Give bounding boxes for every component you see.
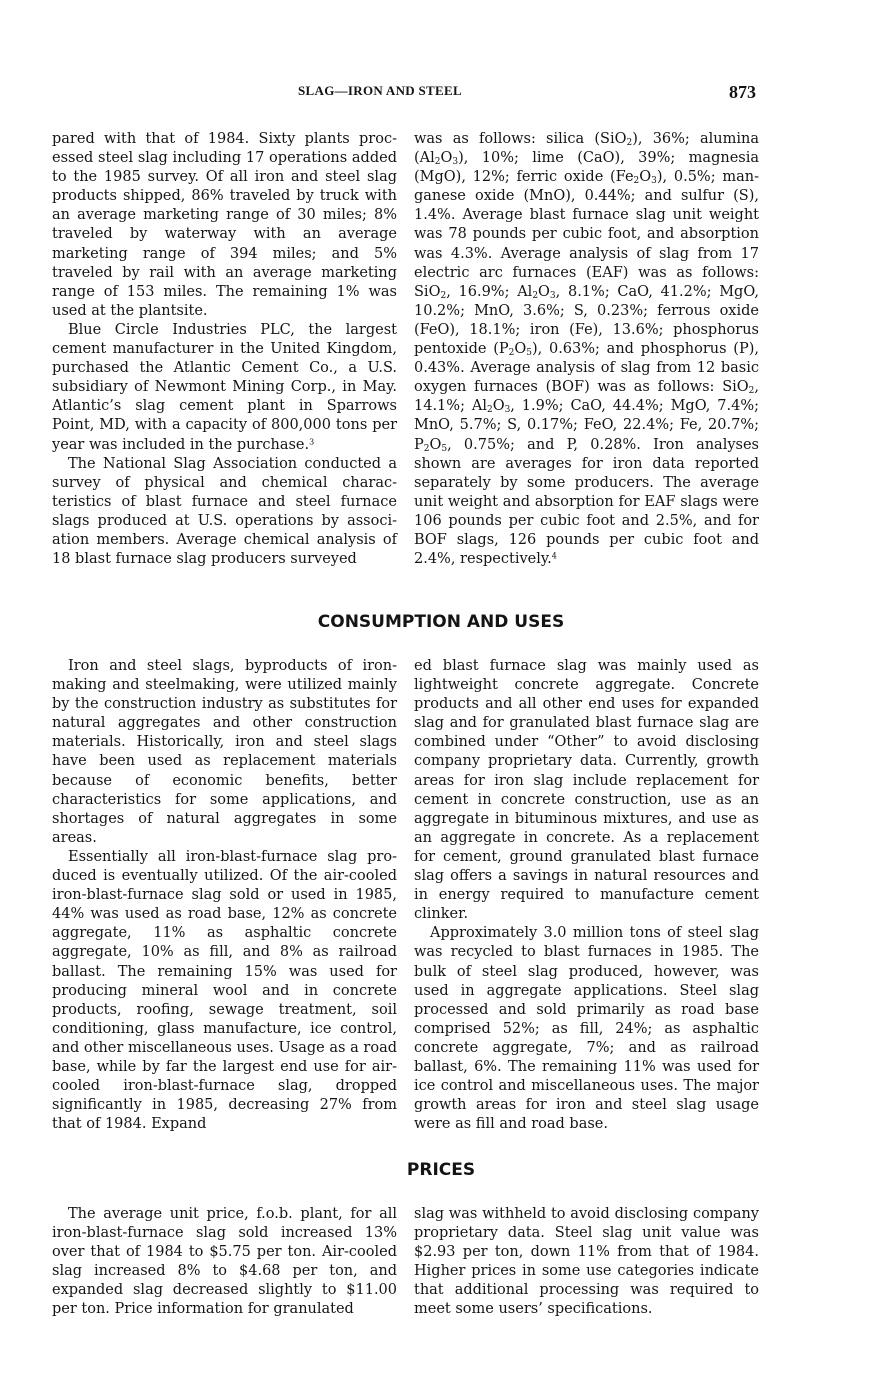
paragraph-steel-price: slag was withheld to avoid disclosing company proprietary data. Steel slag unit value was $2.93 per ton, down 11% from that of 1984. Higher prices in some use categories indicate that additional processing was required to meet some users’ specifications. <box>414 1206 759 1318</box>
paragraph-slag-byproducts: Iron and steel slags, byproducts of ironmaking and steelmaking, were utilized mainly by the construction industry as substitutes for natural aggregates and other construction materials. Historically, iron and steel slags have been used as replacement materials because of economic benefits, better characteristics for some applications, and shortages of natural aggregates in some areas. <box>52 658 397 846</box>
paragraph-steel-slag-uses: Approximately 3.0 million tons of steel slag was recycled to blast furnaces in 1985. The bulk of steel slag produced, however, was used in aggregate applications. Steel slag processed and sold primarily as road base comprised 52%; as fill, 24%; as asphaltic concrete aggregate, 7%; and as railroad ballast, 6%. The remaining 11% was used for ice control and miscellaneous uses. The major growth areas for iron and steel slag usage were as fill and road base. <box>414 925 759 1133</box>
running-head-title: SLAG—IRON AND STEEL <box>298 83 462 98</box>
paragraph-unit-price: The average unit price, f.o.b. plant, for all iron-blast-furnace slag sold increased 13% over that of 1984 to $5.75 per ton. Air-cooled slag increased 8% to $4.68 per ton, and expanded slag decreased slightly to $11.00 per ton. Price information for granulated <box>52 1206 397 1318</box>
paragraph-iron-slag-uses: Essentially all iron-blast-furnace slag produced is eventually utilized. Of the air-cooled iron-blast-furnace slag sold or used in 1985, 44% was used as road base, 12% as concrete aggregate, 11% as asphaltic concrete aggregate, 10% as fill, and 8% as railroad ballast. The remaining 15% was used for producing mineral wool and in concrete products, roofing, sewage treatment, soil conditioning, glass manufacture, ice control, and other miscellaneous uses. Usage as a road base, while by far the largest end use for air-cooled iron-blast-furnace slag, dropped significantly in 1985, decreasing 27% from that of 1984. Expand <box>52 848 397 1133</box>
paragraph-nsa-survey: The National Slag Association conducted a survey of physical and chemical characteristics of blast furnace and steel furnace slags produced at U.S. operations by association members. Average chemical analysis of 18 blast furnace slag producers surveyed <box>52 455 397 568</box>
section-1-right-column <box>414 130 759 569</box>
paragraph-chemical-analysis: was as follows: silica (SiO$_2$), 36%; alumina $(Al_2O_3)$, 10%; lime (CaO), 39%; magnesia (MgO), 12%; ferric oxide $(Fe_2O_3)$, 0.5%; manganese oxide (MnO), 0.44%; and sulfur (S), 1.4%. Average blast furnace slag unit weight was 78 pounds per cubic foot, and absorption was 4.3%. Average analysis of slag from 17 electric arc furnaces (EAF) was as follows: SiO$_2$, 16.9%; $Al_2O_3$, 8.1%; CaO, 41.2%; MgO, 10.2%; MnO, 3.6%; S, 0.23%; ferrous oxide (FeO), 18.1%; iron (Fe), 13.6%; phosphorus pentoxide $(P_2O_5)$, 0.63%; and phosphorus (P), 0.43%. Average analysis of slag from 12 basic oxygen furnaces (BOF) was as follows: SiO$_2$, 14.1%; $Al_2O_3$, 1.9%; CaO, 44.4%; MgO, 7.4%; MnO, 5.7%; S, 0.17%; FeO, 22.4%; Fe, 20.7%; $P_2O_5$, 0.75%; and P, 0.28%. Iron analyses shown are averages for iron data reported separately by some producers. The average unit weight and absorption for EAF slags were 106 pounds per cubic foot and 2.5%, and for BOF slags, 126 pounds per cubic foot and 2.4%, respectively.$^4$ <box>414 131 760 568</box>
page-number: 873 <box>729 82 756 102</box>
section-2-right-column <box>414 657 759 1134</box>
paragraph-slag-shipping: pared with that of 1984. Sixty plants processed steel slag including 17 operations added to the 1985 survey. Of all iron and steel slag products shipped, 86% traveled by truck with an average marketing range of 30 miles; 8% traveled by waterway with an average marketing range of 394 miles; and 5% traveled by rail with an average marketing range of 153 miles. The remaining 1% was used at the plantsite. <box>52 131 397 319</box>
section-1-left-column <box>52 130 397 569</box>
paragraph-expanded-slag: ed blast furnace slag was mainly used as lightweight concrete aggregate. Concrete products and all other end uses for expanded slag and for granulated blast furnace slag are combined under “Other” to avoid disclosing company proprietary data. Currently, growth areas for iron slag include replacement for cement in concrete construction, use as an aggregate in bituminous mixtures, and use as an aggregate in concrete. As a replacement for cement, ground granulated blast furnace slag offers a savings in natural resources and in energy required to manufacture cement clinker. <box>414 658 759 923</box>
section-heading-prices: PRICES <box>406 1160 476 1180</box>
section-2-left-column <box>52 657 397 1134</box>
section-3-left-column <box>52 1205 397 1320</box>
section-3-right-column <box>414 1205 759 1320</box>
section-heading-consumption: CONSUMPTION AND USES <box>317 612 565 632</box>
paragraph-blue-circle: Blue Circle Industries PLC, the largest cement manufacturer in the United Kingdom, purchased the Atlantic Cement Co., a U.S. subsidiary of Newmont Mining Corp., in May. Atlantic’s slag cement plant in Sparrows Point, MD, with a capacity of 800,000 tons per year was included in the purchase.$^3$ <box>52 321 397 453</box>
